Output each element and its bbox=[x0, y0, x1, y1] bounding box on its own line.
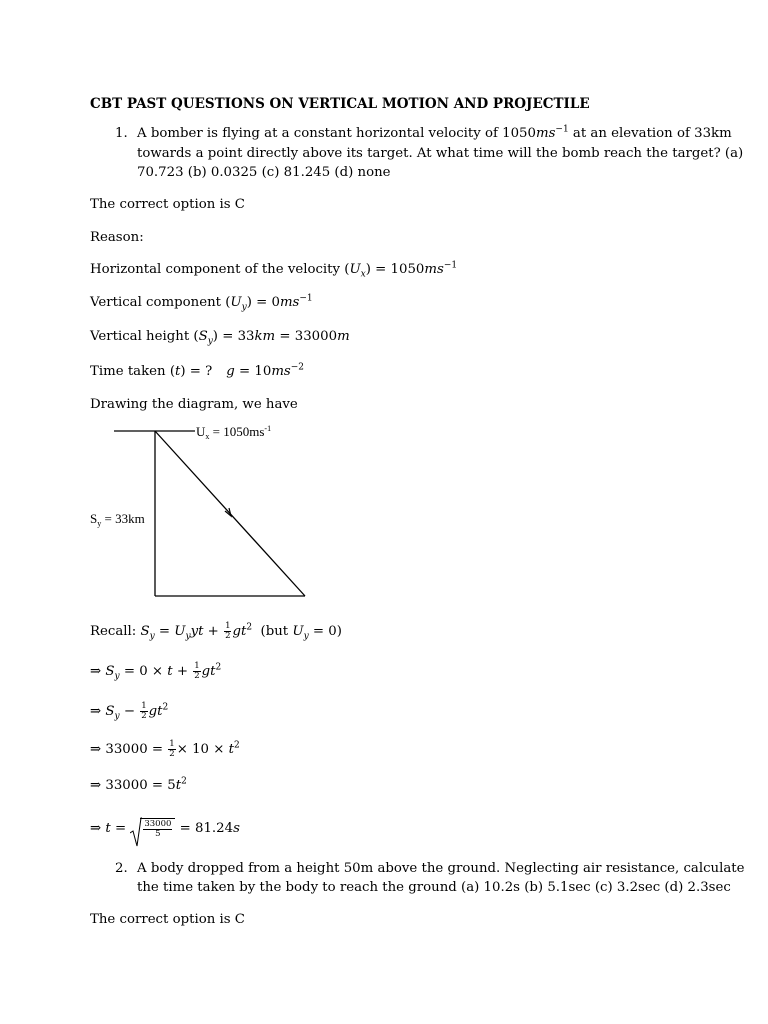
question-2-number: 2. bbox=[115, 861, 128, 876]
time-taken: Time taken (t) = ? $g = 10ms^{-2}$ bbox=[90, 362, 305, 379]
question-1-line-1: A bomber is flying at a constant horizontal velocity of $1050ms^{-1}$ at an elevation of 33km bbox=[137, 124, 732, 141]
question-2-line-1: A body dropped from a height 50m above the ground. Neglecting air resistance, calculate bbox=[137, 861, 745, 876]
equation-step-2: ⇒ $S_y$ − $\frac{1}{2}$ $gt^2$ bbox=[90, 701, 169, 722]
projectile-diagram bbox=[88, 420, 314, 600]
question-1-number: 1. bbox=[115, 126, 128, 141]
equation-step-5: ⇒ t = $\frac{33000}{5}$ = 81.24s bbox=[90, 818, 240, 839]
horizontal-component: Horizontal component of the velocity $(U_x) = 1050ms^{-1}$ bbox=[90, 260, 458, 280]
diagram-figure bbox=[88, 420, 314, 600]
answer-2: The correct option is C bbox=[90, 912, 245, 927]
recall-equation: Recall: $S_y = U_yyt$ + $\frac{1}{2}$ $gt^2$ (but $U_y = 0$) bbox=[90, 621, 342, 642]
equation-step-4: ⇒ $33000 = 5t^2$ bbox=[90, 776, 187, 793]
vertical-component: Vertical component $(U_y) = 0ms^{-1}$ bbox=[90, 293, 313, 313]
reason-label: Reason: bbox=[90, 230, 144, 245]
equation-step-1: ⇒ $S_y = 0 \times t$ + $\frac{1}{2}$ $gt^2$ bbox=[90, 661, 222, 682]
equation-step-3: ⇒ 33000 = $\frac{1}{2}$ × $10 \times t^2$ bbox=[90, 739, 240, 759]
square-root: $\frac{33000}{5}$ bbox=[130, 818, 175, 839]
question-1-line-2: towards a point directly above its target. At what time will the bomb reach the target? (a) bbox=[137, 146, 744, 161]
sy-label: $S_y = 33km$ bbox=[90, 511, 145, 528]
drawing-intro: Drawing the diagram, we have bbox=[90, 397, 298, 412]
question-2-line-2: the time taken by the body to reach the ground (a) 10.2s (b) 5.1sec (c) 3.2sec (d) 2.3sec bbox=[137, 880, 731, 895]
page-title: CBT PAST QUESTIONS ON VERTICAL MOTION AND PROJECTILE bbox=[90, 96, 590, 112]
question-1-line-3: 70.723 (b) 0.0325 (c) 81.245 (d) none bbox=[137, 165, 391, 180]
answer-1: The correct option is C bbox=[90, 197, 245, 212]
vertical-height: Vertical height $(S_y) = 33km = 33000m$ bbox=[90, 329, 350, 347]
ux-label: $U_x = 1050ms^{-1}$ bbox=[196, 424, 272, 441]
